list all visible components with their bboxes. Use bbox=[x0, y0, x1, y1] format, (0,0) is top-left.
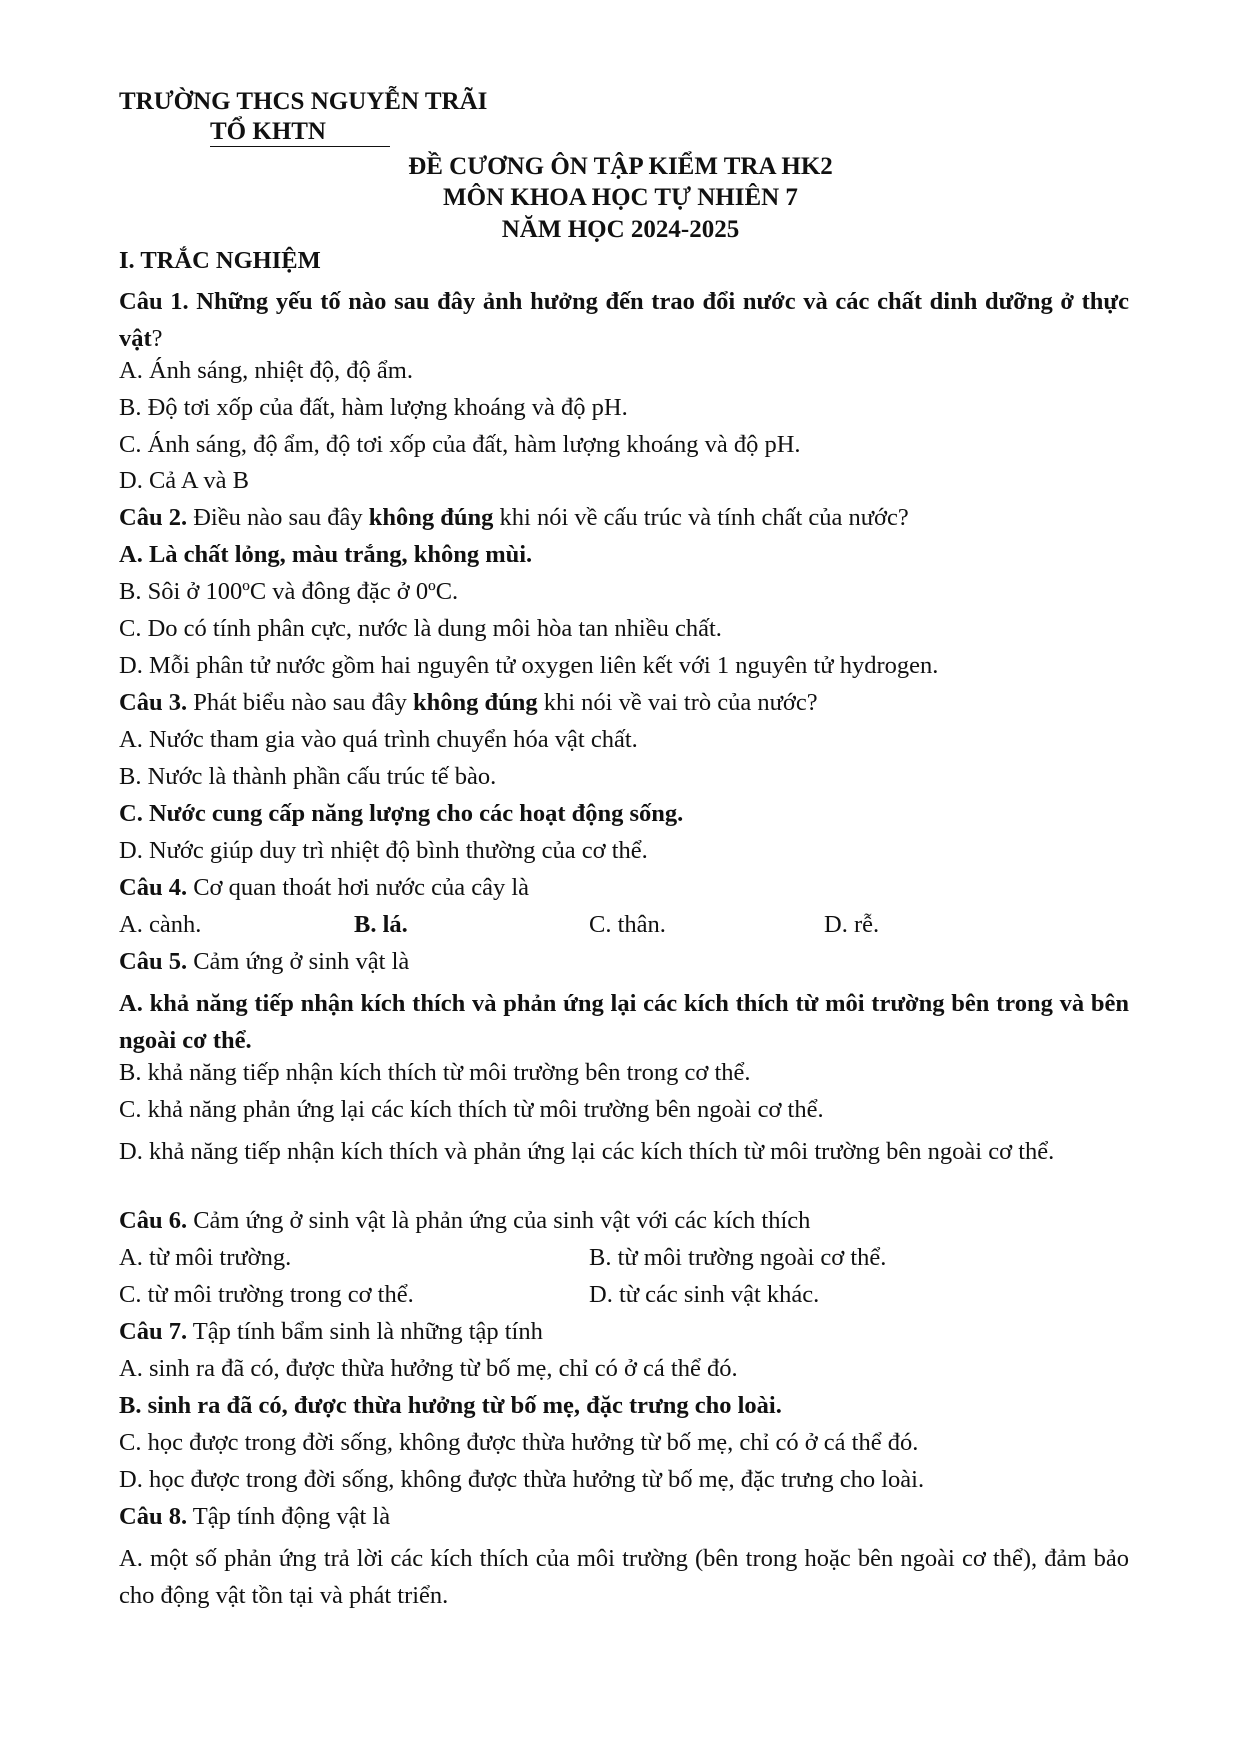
question-2-label: Câu 2. bbox=[119, 504, 188, 531]
question-6-option-d: D. từ các sinh vật khác. bbox=[589, 1281, 820, 1308]
question-1 bbox=[119, 283, 1129, 357]
question-3-pre: Phát biểu nào sau đây bbox=[187, 689, 413, 716]
question-4-label: Câu 4. bbox=[119, 874, 188, 901]
school-year: NĂM HỌC 2024-2025 bbox=[501, 216, 740, 243]
question-2-emphasis: không đúng bbox=[368, 504, 494, 531]
question-6-label: Câu 6. bbox=[119, 1207, 188, 1234]
question-5-option-b: B. khả năng tiếp nhận kích thích từ môi trường bên trong cơ thể. bbox=[119, 1059, 751, 1086]
question-8-text: Tập tính động vật là bbox=[187, 1503, 391, 1530]
question-1-option-c: C. Ánh sáng, độ ẩm, độ tơi xốp của đất, hàm lượng khoáng và độ pH. bbox=[119, 431, 801, 458]
question-6-option-a: A. từ môi trường. bbox=[119, 1244, 292, 1271]
question-7 bbox=[119, 1318, 543, 1346]
question-2-pre: Điều nào sau đây bbox=[187, 504, 369, 531]
question-1-label: Câu 1 bbox=[119, 288, 183, 315]
document-title: ĐỀ CƯƠNG ÔN TẬP KIỂM TRA HK2 bbox=[408, 153, 833, 180]
question-3-label: Câu 3. bbox=[119, 689, 188, 716]
question-1-text: . Những yếu tố nào sau đây ảnh hưởng đến trao đổi nước và các chất dinh dưỡng ở thực vật bbox=[119, 288, 1129, 352]
question-4-option-d: D. rễ. bbox=[824, 911, 880, 938]
question-8 bbox=[119, 1503, 390, 1531]
question-4-option-b: B. lá. bbox=[354, 911, 408, 938]
question-4 bbox=[119, 874, 529, 902]
school-name: TRƯỜNG THCS NGUYỄN TRÃI bbox=[119, 88, 488, 115]
question-2-option-c: C. Do có tính phân cực, nước là dung môi hòa tan nhiều chất. bbox=[119, 615, 722, 642]
question-6-option-b: B. từ môi trường ngoài cơ thể. bbox=[589, 1244, 887, 1271]
question-2-option-b: B. Sôi ở 100ºC và đông đặc ở 0ºC. bbox=[119, 578, 459, 605]
question-1-option-a: A. Ánh sáng, nhiệt độ, độ ẩm. bbox=[119, 357, 413, 384]
section-title: I. TRẮC NGHIỆM bbox=[119, 247, 321, 274]
question-5-text: Cảm ứng ở sinh vật là bbox=[187, 948, 410, 975]
question-7-option-d: D. học được trong đời sống, không được thừa hưởng từ bố mẹ, đặc trưng cho loài. bbox=[119, 1466, 925, 1493]
question-8-label: Câu 8. bbox=[119, 1503, 188, 1530]
question-3-option-c: C. Nước cung cấp năng lượng cho các hoạt động sống. bbox=[119, 800, 684, 827]
question-3-post: khi nói về vai trò của nước? bbox=[537, 689, 818, 716]
question-7-option-c: C. học được trong đời sống, không được thừa hưởng từ bố mẹ, chỉ có ở cá thể đó. bbox=[119, 1429, 919, 1456]
question-1-end: ? bbox=[151, 325, 163, 352]
question-5-option-c: C. khả năng phản ứng lại các kích thích từ môi trường bên ngoài cơ thể. bbox=[119, 1096, 824, 1123]
question-7-option-a: A. sinh ra đã có, được thừa hưởng từ bố mẹ, chỉ có ở cá thể đó. bbox=[119, 1355, 738, 1382]
department-underline bbox=[210, 146, 390, 147]
question-6-text: Cảm ứng ở sinh vật là phản ứng của sinh vật với các kích thích bbox=[187, 1207, 811, 1234]
question-4-option-a: A. cành. bbox=[119, 911, 202, 938]
question-5-option-d: D. khả năng tiếp nhận kích thích và phản ứng lại các kích thích từ môi trường bên ngoài cơ thể. bbox=[119, 1138, 1055, 1165]
question-3-option-b: B. Nước là thành phần cấu trúc tế bào. bbox=[119, 763, 497, 790]
question-5-option-a: A. khả năng tiếp nhận kích thích và phản ứng lại các kích thích từ môi trường bên trong và bên ngoài cơ thể. bbox=[119, 990, 1129, 1054]
question-4-option-c: C. thân. bbox=[589, 911, 666, 938]
question-1-option-d: D. Cả A và B bbox=[119, 467, 249, 494]
question-7-text: Tập tính bẩm sinh là những tập tính bbox=[187, 1318, 543, 1345]
question-2-option-a: A. Là chất lỏng, màu trắng, không mùi. bbox=[119, 541, 533, 568]
question-3-option-d: D. Nước giúp duy trì nhiệt độ bình thường của cơ thể. bbox=[119, 837, 648, 864]
question-5 bbox=[119, 948, 409, 976]
department-name: TỔ KHTN bbox=[210, 118, 326, 145]
question-8-option-a: A. một số phản ứng trả lời các kích thích của môi trường (bên trong hoặc bên ngoài cơ thể), đảm bảo cho động vật tồn tại và phát triển. bbox=[119, 1545, 1129, 1609]
question-2 bbox=[119, 504, 909, 532]
question-2-post: khi nói về cấu trúc và tính chất của nước? bbox=[493, 504, 909, 531]
question-3-option-a: A. Nước tham gia vào quá trình chuyển hóa vật chất. bbox=[119, 726, 638, 753]
question-1-option-b: B. Độ tơi xốp của đất, hàm lượng khoáng và độ pH. bbox=[119, 394, 628, 421]
question-3 bbox=[119, 689, 818, 717]
question-2-option-d: D. Mỗi phân tử nước gồm hai nguyên tử oxygen liên kết với 1 nguyên tử hydrogen. bbox=[119, 652, 939, 679]
subject-title: MÔN KHOA HỌC TỰ NHIÊN 7 bbox=[443, 184, 798, 211]
question-6 bbox=[119, 1207, 810, 1235]
question-7-option-b: B. sinh ra đã có, được thừa hưởng từ bố mẹ, đặc trưng cho loài. bbox=[119, 1392, 782, 1419]
question-3-emphasis: không đúng bbox=[412, 689, 538, 716]
question-6-option-c: C. từ môi trường trong cơ thể. bbox=[119, 1281, 414, 1308]
question-5-label: Câu 5. bbox=[119, 948, 188, 975]
question-7-label: Câu 7. bbox=[119, 1318, 188, 1345]
question-4-text: Cơ quan thoát hơi nước của cây là bbox=[187, 874, 530, 901]
